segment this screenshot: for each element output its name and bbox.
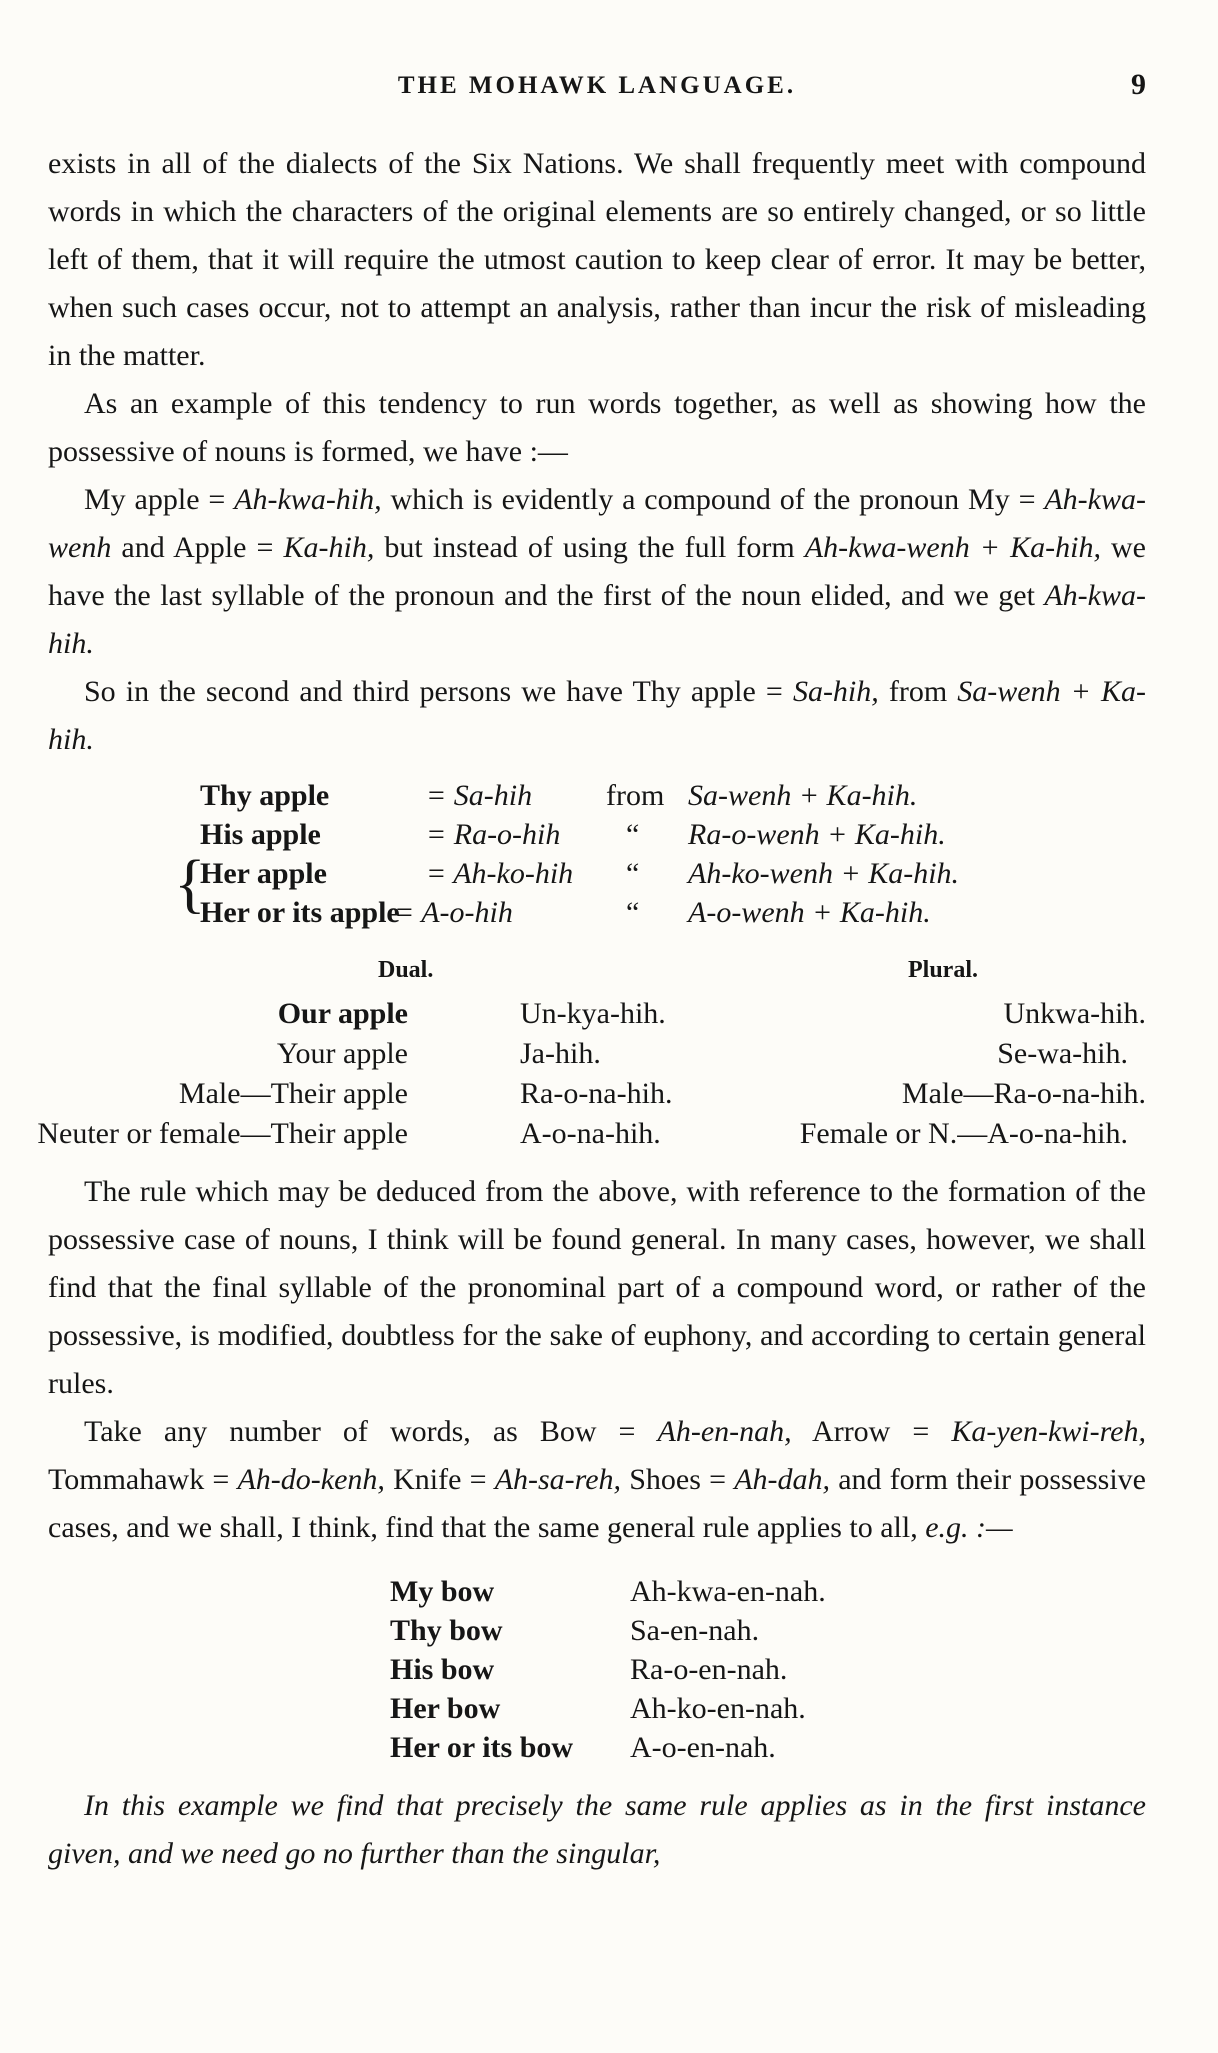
text: but instead of using the full form	[374, 531, 805, 564]
row-plural: Se-wa-hih.	[997, 1037, 1128, 1070]
row-equals: = Ah-ko-hih	[426, 857, 574, 890]
paragraph-5: The rule which may be deduced from the above, with reference to the formation of the possessive case of nouns, I think will be found general. In many cases, however, we shall find that the final syllable of the pronominal part of a compound word, or rather of the possessive, is modified, doubtless for the sake of euphony, and according to certain general rules.	[48, 1175, 1146, 1400]
row-dual: Un-kya-hih.	[520, 997, 666, 1030]
text: and Apple =	[111, 531, 284, 564]
possessive-singular-table	[48, 772, 1146, 942]
text: Tommahawk =	[48, 1463, 238, 1496]
row-label: Our apple	[277, 997, 408, 1030]
row-source: Sa-wenh + Ka-hih.	[688, 779, 918, 812]
row-label: Neuter or female—Their apple	[37, 1117, 408, 1150]
row-value: A-o-en-nah.	[630, 1731, 776, 1764]
row-from: “	[626, 818, 640, 851]
italic-term: Ah-do-kenh,	[237, 1463, 385, 1496]
page-number: 9	[1131, 68, 1146, 101]
plural-heading: Plural.	[908, 957, 978, 983]
paragraph-1: exists in all of the dialects of the Six Nations. We shall frequently meet with compound words in which the characters of the original elements are so entirely changed, or so little left of them, that it will require the utmost caution to keep clear of error. It may be better, when such cases occur, not to attempt an analysis, rather than incur the risk of misleading in the matter.	[48, 147, 1146, 372]
row-plural: Unkwa-hih.	[1003, 997, 1146, 1030]
italic-term: Ah-kwa-wenh + Ka-hih,	[804, 531, 1101, 564]
italic-term: Ka-hih,	[283, 531, 375, 564]
paragraph-2: As an example of this tendency to run words together, as well as showing how the possessive of nouns is formed, we have :—	[48, 387, 1146, 468]
running-head: THE MOHAWK LANGUAGE.	[397, 72, 797, 99]
row-from: from	[606, 779, 665, 812]
row-dual: Ja-hih.	[520, 1037, 601, 1070]
row-label: Her or its bow	[390, 1731, 574, 1764]
text: Shoes =	[621, 1463, 735, 1496]
row-value: Ah-kwa-en-nah.	[630, 1575, 826, 1608]
paragraph-6	[48, 1408, 1146, 1552]
row-label: Thy apple	[200, 779, 330, 812]
italic-term: Ah-dah,	[734, 1463, 831, 1496]
italic-term: Ka-yen-kwi-reh,	[951, 1415, 1146, 1448]
italic-term: Ah-kwa-wenh	[48, 483, 1146, 564]
page-body	[37, 140, 1147, 1878]
row-equals: = Ra-o-hih	[426, 818, 561, 851]
row-label: My bow	[390, 1575, 495, 1608]
row-dual: Ra-o-na-hih.	[520, 1077, 673, 1110]
text: Arrow =	[791, 1415, 952, 1448]
row-value: Ah-ko-en-nah.	[630, 1692, 806, 1725]
text: So in the second and third persons we have Thy apple =	[84, 675, 793, 708]
text: which is evidently a compound of the pronoun My =	[381, 483, 1045, 516]
text: from	[878, 675, 958, 708]
row-value: Ra-o-en-nah.	[630, 1653, 788, 1686]
row-source: A-o-wenh + Ka-hih.	[688, 896, 931, 929]
italic-term: Ah-sa-reh,	[494, 1463, 622, 1496]
row-dual: A-o-na-hih.	[520, 1117, 661, 1150]
row-equals: = Sa-hih	[426, 779, 533, 812]
italic-term: Ah-en-nah,	[657, 1415, 792, 1448]
row-label: Her bow	[390, 1692, 501, 1725]
paragraph-3	[48, 476, 1146, 668]
text: we have the last syllable of the pronoun and the first of the noun elided, and we get	[48, 531, 1146, 612]
row-equals: = A-o-hih	[394, 896, 513, 929]
text: My apple =	[84, 483, 235, 516]
row-label: Male—Their apple	[178, 1077, 408, 1110]
row-value: Sa-en-nah.	[630, 1614, 760, 1647]
paragraph-4	[48, 668, 1146, 764]
row-source: Ra-o-wenh + Ka-hih.	[688, 818, 946, 851]
text: and form their possessive cases, and we shall, I think, find that the same general rule applies to all,	[48, 1463, 1147, 1544]
row-from: “	[626, 857, 640, 890]
paragraph-7: In this example we find that precisely the same rule applies as in the first instance given, and we need go no further than the singular,	[48, 1789, 1146, 1870]
text: Take any number of words, as Bow =	[84, 1415, 658, 1448]
italic-term: Sa-hih,	[792, 675, 879, 708]
italic-term: Sa-wenh + Ka-hih.	[48, 675, 1146, 756]
dual-plural-table	[37, 954, 1146, 1150]
italic-term: e.g. :—	[925, 1511, 1013, 1544]
row-label: His bow	[390, 1653, 495, 1686]
row-label: Your apple	[276, 1037, 408, 1070]
text: Knife =	[384, 1463, 495, 1496]
row-plural: Female or N.—A-o-na-hih.	[799, 1117, 1128, 1150]
row-label: Her apple	[200, 857, 327, 890]
italic-term: Ah-kwa-hih.	[48, 579, 1146, 660]
row-label: Her or its apple	[200, 896, 400, 929]
italic-term: Ah-kwa-hih,	[234, 483, 382, 516]
row-label: His apple	[200, 818, 321, 851]
page-header	[48, 68, 1146, 112]
dual-heading: Dual.	[378, 957, 434, 983]
row-plural: Male—Ra-o-na-hih.	[901, 1077, 1146, 1110]
row-label: Thy bow	[390, 1614, 503, 1647]
brace-glyph: {	[174, 847, 206, 920]
row-from: “	[626, 896, 640, 929]
bow-possessive-table	[48, 1568, 1146, 1768]
row-source: Ah-ko-wenh + Ka-hih.	[688, 857, 960, 890]
